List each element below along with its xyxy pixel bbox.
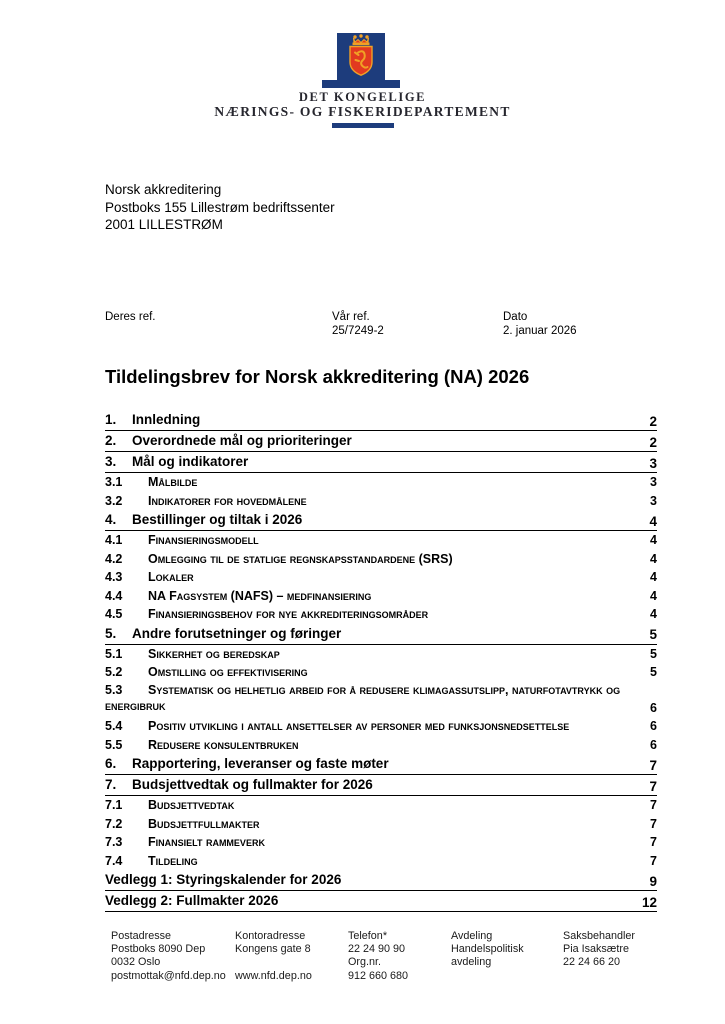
footer-line: 912 660 680 [348, 969, 409, 982]
toc-entry-page: 4 [650, 533, 657, 547]
footer-line: Avdeling [451, 930, 493, 942]
footer-line: Org.nr. [348, 956, 382, 969]
toc-entry-number: 3. [105, 454, 117, 469]
toc-entry-page: 2 [649, 434, 657, 450]
footer-line: Postadresse [111, 930, 172, 942]
toc-entry-label: Budsjettfullmakter [148, 816, 260, 831]
toc-entry-page: 7 [649, 757, 657, 773]
dato-value: 2. januar 2026 [503, 324, 577, 337]
toc-entry[interactable] [105, 473, 657, 492]
toc-entry-number: 4.4 [105, 588, 123, 603]
toc-entry[interactable] [105, 833, 657, 852]
toc-entry-number: 7.2 [105, 816, 123, 831]
toc-entry-label: Lokaler [148, 570, 194, 584]
toc-entry-label: Finansieringsbehov for nye akkrediteringsområder [148, 607, 429, 621]
footer-line [235, 956, 348, 969]
toc-entry[interactable] [105, 510, 657, 531]
toc-entry-label: Rapportering, leveranser og faste møter [132, 756, 389, 772]
page-title: Tildelingsbrev for Norsk akkreditering (NA) 2026 [105, 366, 530, 387]
toc-entry-label: Omlegging til de statlige regnskapsstandardene (SRS) [148, 551, 453, 566]
toc-entry-number: 7.3 [105, 835, 123, 850]
footer-line: Kontoradresse [235, 930, 306, 942]
toc-entry-number: 7. [105, 777, 117, 793]
toc-entry-page: 3 [650, 475, 657, 489]
footer-line: www.nfd.dep.no [235, 969, 312, 982]
toc-entry-label: Vedlegg 2: Fullmakter 2026 [105, 893, 279, 909]
toc-entry-label: Positiv utvikling i antall ansettelser av personer med funksjonsnedsettelse [148, 719, 570, 734]
toc-entry[interactable] [105, 815, 657, 834]
toc-entry-page: 4 [650, 570, 657, 584]
recipient-postcode: 2001 LILLESTRØM [105, 217, 223, 232]
footer-line: 22 24 66 20 [563, 956, 621, 969]
toc-entry-page: 3 [649, 455, 657, 471]
toc-entry-label: Overordnede mål og prioriteringer [132, 433, 352, 448]
footer-line: 22 24 90 90 [348, 943, 406, 956]
toc-entry-page: 5 [649, 627, 657, 643]
footer-column-postadresse [111, 930, 235, 983]
footer-column-saksbehandler [563, 930, 671, 983]
toc-entry-label: Vedlegg 1: Styringskalender for 2026 [105, 872, 342, 888]
footer-line: Saksbehandler [563, 930, 636, 942]
toc-entry-label: Indikatorer for hovedmålene [148, 493, 307, 508]
footer-line: Pia Isaksætre [563, 943, 630, 956]
toc-entry-page: 4 [649, 513, 657, 529]
dato [503, 311, 577, 338]
footer-column-kontoradresse [235, 930, 348, 983]
toc-entry-label: Budsjettvedtak [148, 798, 235, 813]
toc-entry-number: 4.5 [105, 607, 123, 621]
footer-column-avdeling [451, 930, 563, 983]
ministry-line1: DET KONGELIGE [298, 90, 427, 104]
toc-entry[interactable] [105, 663, 657, 682]
toc-entry[interactable] [105, 568, 657, 587]
toc-entry[interactable] [105, 587, 657, 606]
toc-entry-label: NA Fagsystem (NAFS) – medfinansiering [148, 588, 372, 603]
footer-line: avdeling [451, 956, 492, 969]
toc-entry[interactable] [105, 645, 657, 664]
toc-entry-label: Tildeling [148, 853, 198, 868]
toc-entry-number: 4.1 [105, 533, 123, 547]
norway-coat-of-arms-icon [322, 33, 400, 88]
toc-entry-page: 6 [650, 719, 657, 734]
toc-entry-number: 3.2 [105, 493, 123, 508]
toc-entry-number: 7.4 [105, 853, 123, 868]
toc-entry-number: 6. [105, 756, 117, 772]
toc-entry-number: 5.5 [105, 737, 123, 752]
toc-entry-page: 7 [649, 778, 657, 794]
footer-line: 0032 Oslo [111, 956, 161, 969]
toc-entry-label: Mål og indikatorer [132, 454, 249, 469]
recipient-name: Norsk akkreditering [105, 182, 222, 197]
toc-entry-page: 4 [650, 607, 657, 621]
toc-entry-label: Finansieringsmodell [148, 533, 259, 547]
recipient-street: Postboks 155 Lillestrøm bedriftssenter [105, 199, 335, 215]
toc-entry-label: Sikkerhet og beredskap [148, 646, 280, 661]
toc-entry-label: Bestillinger og tiltak i 2026 [132, 512, 303, 527]
toc-entry-number: 1. [105, 412, 117, 427]
toc-entry-page: 2 [649, 413, 657, 429]
footer-line: Postboks 8090 Dep [111, 943, 206, 956]
footer-line: Handelspolitisk [451, 943, 524, 956]
footer-line: postmottak@nfd.dep.no [111, 969, 226, 982]
toc-entry-label: Redusere konsulentbruken [148, 737, 299, 752]
toc-entry-page: 5 [650, 646, 657, 661]
ministry-line2: NÆRINGS- OG FISKERIDEPARTEMENT [214, 104, 511, 119]
toc-entry-number: 5.3 [105, 682, 123, 697]
toc-entry-label: Omstilling og effektivisering [148, 665, 308, 679]
toc-entry[interactable] [105, 624, 657, 645]
toc-entry[interactable] [105, 550, 657, 569]
ministry-divider-bar [332, 123, 394, 128]
toc [105, 410, 657, 912]
toc-entry-number: 5.1 [105, 646, 123, 661]
toc-entry-page: 7 [650, 853, 657, 868]
var-ref-value: 25/7249-2 [332, 324, 384, 337]
toc-entry[interactable] [105, 492, 657, 511]
toc-entry-page: 6 [650, 701, 657, 716]
toc-entry-label: Systematisk og helhetlig arbeid for å redusere klimagassutslipp, naturfotavtrykk og energibruk [105, 682, 621, 714]
toc-entry[interactable] [105, 736, 657, 755]
toc-entry[interactable] [105, 605, 657, 624]
toc-entry-page: 4 [650, 588, 657, 603]
footer [111, 930, 671, 983]
var-ref [332, 311, 384, 338]
toc-entry-page: 7 [650, 798, 657, 813]
ministry-name [0, 91, 725, 119]
toc-entry-label: Andre forutsetninger og føringer [132, 625, 342, 641]
toc-entry[interactable] [105, 852, 657, 871]
toc-entry-page: 6 [650, 737, 657, 752]
recipient-address [105, 181, 335, 234]
toc-entry[interactable] [105, 754, 657, 775]
toc-entry-number: 5.2 [105, 665, 123, 679]
toc-entry[interactable] [105, 775, 657, 796]
toc-entry-page: 9 [649, 873, 657, 889]
dato-label: Dato [503, 311, 528, 323]
toc-entry-number: 2. [105, 433, 117, 448]
deres-ref [105, 311, 156, 325]
toc-entry-number: 4.2 [105, 551, 123, 566]
toc-entry-label: Innledning [132, 412, 201, 427]
toc-entry[interactable] [105, 717, 657, 736]
toc-entry-page: 7 [650, 835, 657, 850]
toc-entry-label: Budsjettvedtak og fullmakter for 2026 [132, 777, 373, 793]
toc-entry[interactable] [105, 682, 657, 718]
toc-entry-page: 5 [650, 665, 657, 679]
toc-entry-number: 5.4 [105, 719, 123, 734]
toc-entry-number: 5. [105, 625, 117, 641]
toc-entry-number: 4.3 [105, 570, 123, 584]
footer-column-telefon [348, 930, 451, 983]
deres-ref-label: Deres ref. [105, 311, 156, 323]
var-ref-label: Vår ref. [332, 311, 370, 323]
toc-entry-number: 3.1 [105, 475, 123, 489]
toc-entry-label: Finansielt rammeverk [148, 835, 265, 850]
toc-entry[interactable] [105, 431, 657, 452]
toc-entry-number: 4. [105, 512, 117, 527]
toc-entry[interactable] [105, 452, 657, 473]
toc-entry[interactable] [105, 891, 657, 912]
toc-entry-page: 7 [650, 816, 657, 831]
footer-line: Kongens gate 8 [235, 943, 311, 956]
toc-entry-number: 7.1 [105, 798, 123, 813]
toc-entry-page: 3 [650, 493, 657, 508]
footer-line: Telefon* [348, 930, 388, 942]
toc-entry-label: Målbilde [148, 475, 198, 489]
toc-entry-page: 12 [641, 894, 657, 910]
toc-entry[interactable] [105, 410, 657, 431]
toc-entry[interactable] [105, 796, 657, 815]
toc-entry[interactable] [105, 531, 657, 550]
toc-entry[interactable] [105, 870, 657, 891]
toc-entry-page: 4 [650, 551, 657, 566]
